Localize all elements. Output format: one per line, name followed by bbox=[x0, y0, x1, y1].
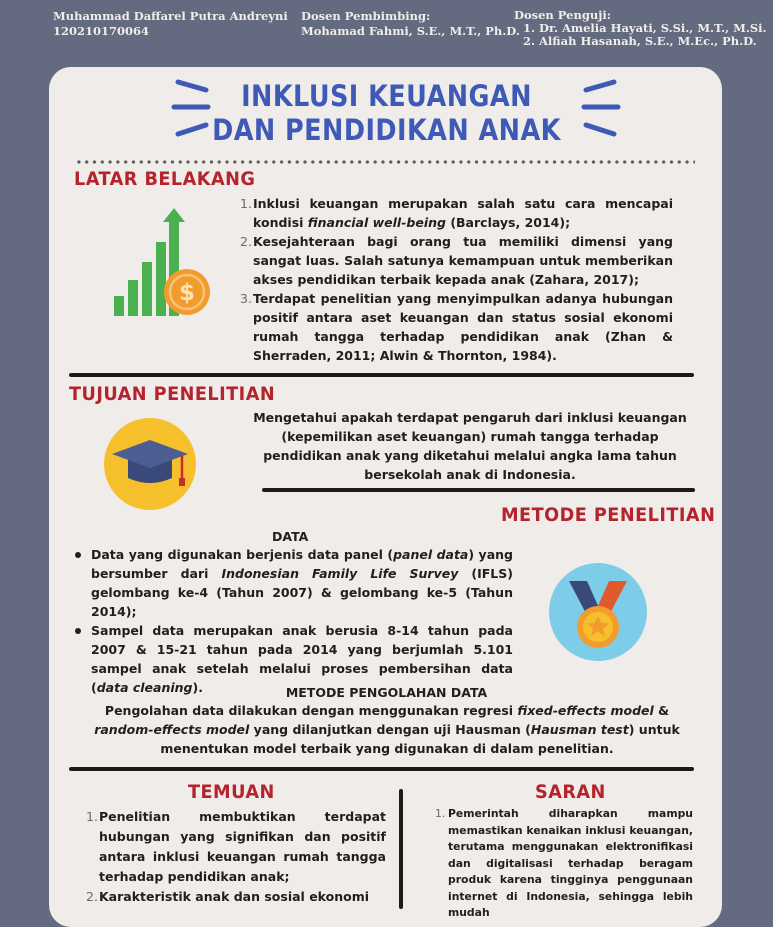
suggestions-list bbox=[435, 806, 693, 922]
method-data-item: Data yang digunakan berjenis data panel (panel data) yang bersumber dari Indonesian Family Life Survey (IFLS) gelombang ke-4 (Tahun 2007) & gelombang ke-5 (Tahun 2014); bbox=[74, 545, 513, 621]
student-info bbox=[53, 9, 288, 39]
growth-chart-coin-icon bbox=[108, 206, 212, 320]
section-divider bbox=[262, 488, 695, 492]
student-id: 120210170064 bbox=[53, 24, 150, 38]
method-heading: METODE PENELITIAN bbox=[501, 504, 716, 526]
examiner-1: 1. Dr. Amelia Hayati, S.Si., M.T., M.Si. bbox=[523, 21, 767, 35]
suggestions-item: 1. Pemerintah diharapkan mampu memastikan kenaikan inklusi keuangan, terutama menggunakan elektronifikasi dan digitalisasi terhadap beragam produk karena tingginya penggunaan internet di Indonesia, sehingga lebih mudah bbox=[435, 807, 693, 919]
findings-item: 2. Karakteristik anak dan sosial ekonomi bbox=[86, 889, 370, 904]
examiner-info bbox=[514, 9, 767, 48]
column-divider bbox=[399, 789, 403, 909]
method-data-item: Sampel data merupakan anak berusia 8-14 tahun pada 2007 & 15-21 tahun pada 2014 yang berjumlah 5.101 sampel anak setelah melalui proses pembersihan data (data cleaning). bbox=[74, 621, 513, 697]
examiner-label: Dosen Penguji: bbox=[514, 8, 611, 22]
processing-subheading: METODE PENGOLAHAN DATA bbox=[285, 685, 488, 700]
suggestions-heading: SARAN bbox=[535, 781, 606, 803]
background-item: 1. Inklusi keuangan merupakan salah satu cara mencapai kondisi financial well-being (Barclays, 2014); bbox=[240, 196, 673, 230]
background-item: 2. Kesejahteraan bagi orang tua memiliki dimensi yang sangat luas. Salah satunya kemampuan untuk memberikan akses pendidikan terbaik kepada anak (Zahara, 2017); bbox=[240, 234, 673, 287]
poster-title-line-2: DAN PENDIDIKAN ANAK bbox=[212, 113, 561, 147]
findings-heading: TEMUAN bbox=[188, 781, 275, 803]
method-data-list bbox=[74, 545, 513, 697]
supervisor-info bbox=[301, 9, 520, 39]
supervisor-name: Mohamad Fahmi, S.E., M.T., Ph.D. bbox=[301, 24, 520, 38]
objective-text: Mengetahui apakah terdapat pengaruh dari inklusi keuangan (kepemilikan aset keuangan) rumah tangga terhadap pendidikan anak yang diketahui melalui angka lama tahun bersekolah anak di Indonesia. bbox=[253, 410, 687, 482]
section-divider bbox=[69, 373, 694, 377]
title-accent-right-icon bbox=[574, 76, 624, 146]
title-accent-left-icon bbox=[168, 76, 218, 146]
graduation-cap-icon bbox=[104, 418, 196, 510]
findings-item: 1. Penelitian membuktikan terdapat hubungan yang signifikan dan positif antara inklusi keuangan rumah tangga terhadap pendidikan anak; bbox=[86, 809, 386, 884]
supervisor-label: Dosen Pembimbing: bbox=[301, 9, 431, 23]
background-list bbox=[240, 194, 673, 365]
background-heading: LATAR BELAKANG bbox=[74, 168, 256, 190]
processing-text: Pengolahan data dilakukan dengan menggunakan regresi fixed-effects model & random-effects model yang dilanjutkan dengan uji Hausman (Hausman test) untuk menentukan model terbaik yang digunakan di dalam penelitian. bbox=[94, 703, 680, 756]
dotted-divider bbox=[75, 160, 695, 164]
medal-icon bbox=[549, 563, 647, 661]
examiner-2: 2. Alfiah Hasanah, S.E., M.Ec., Ph.D. bbox=[523, 34, 757, 48]
svg-text:$: $ bbox=[178, 280, 196, 306]
objective-heading: TUJUAN PENELITIAN bbox=[69, 383, 276, 405]
background-item: 3. Terdapat penelitian yang menyimpulkan adanya hubungan positif antara aset keuangan dan status sosial ekonomi rumah tangga terhadap pendidikan anak (Zhan & Sherraden, 2011; Alwin & Thornton, 1984). bbox=[240, 291, 673, 363]
findings-list bbox=[86, 807, 386, 907]
student-name: Muhammad Daffarel Putra Andreyni bbox=[53, 9, 288, 23]
section-divider bbox=[69, 767, 694, 771]
data-subheading: DATA bbox=[272, 529, 309, 544]
poster-title-line-1: INKLUSI KEUANGAN bbox=[241, 79, 532, 113]
